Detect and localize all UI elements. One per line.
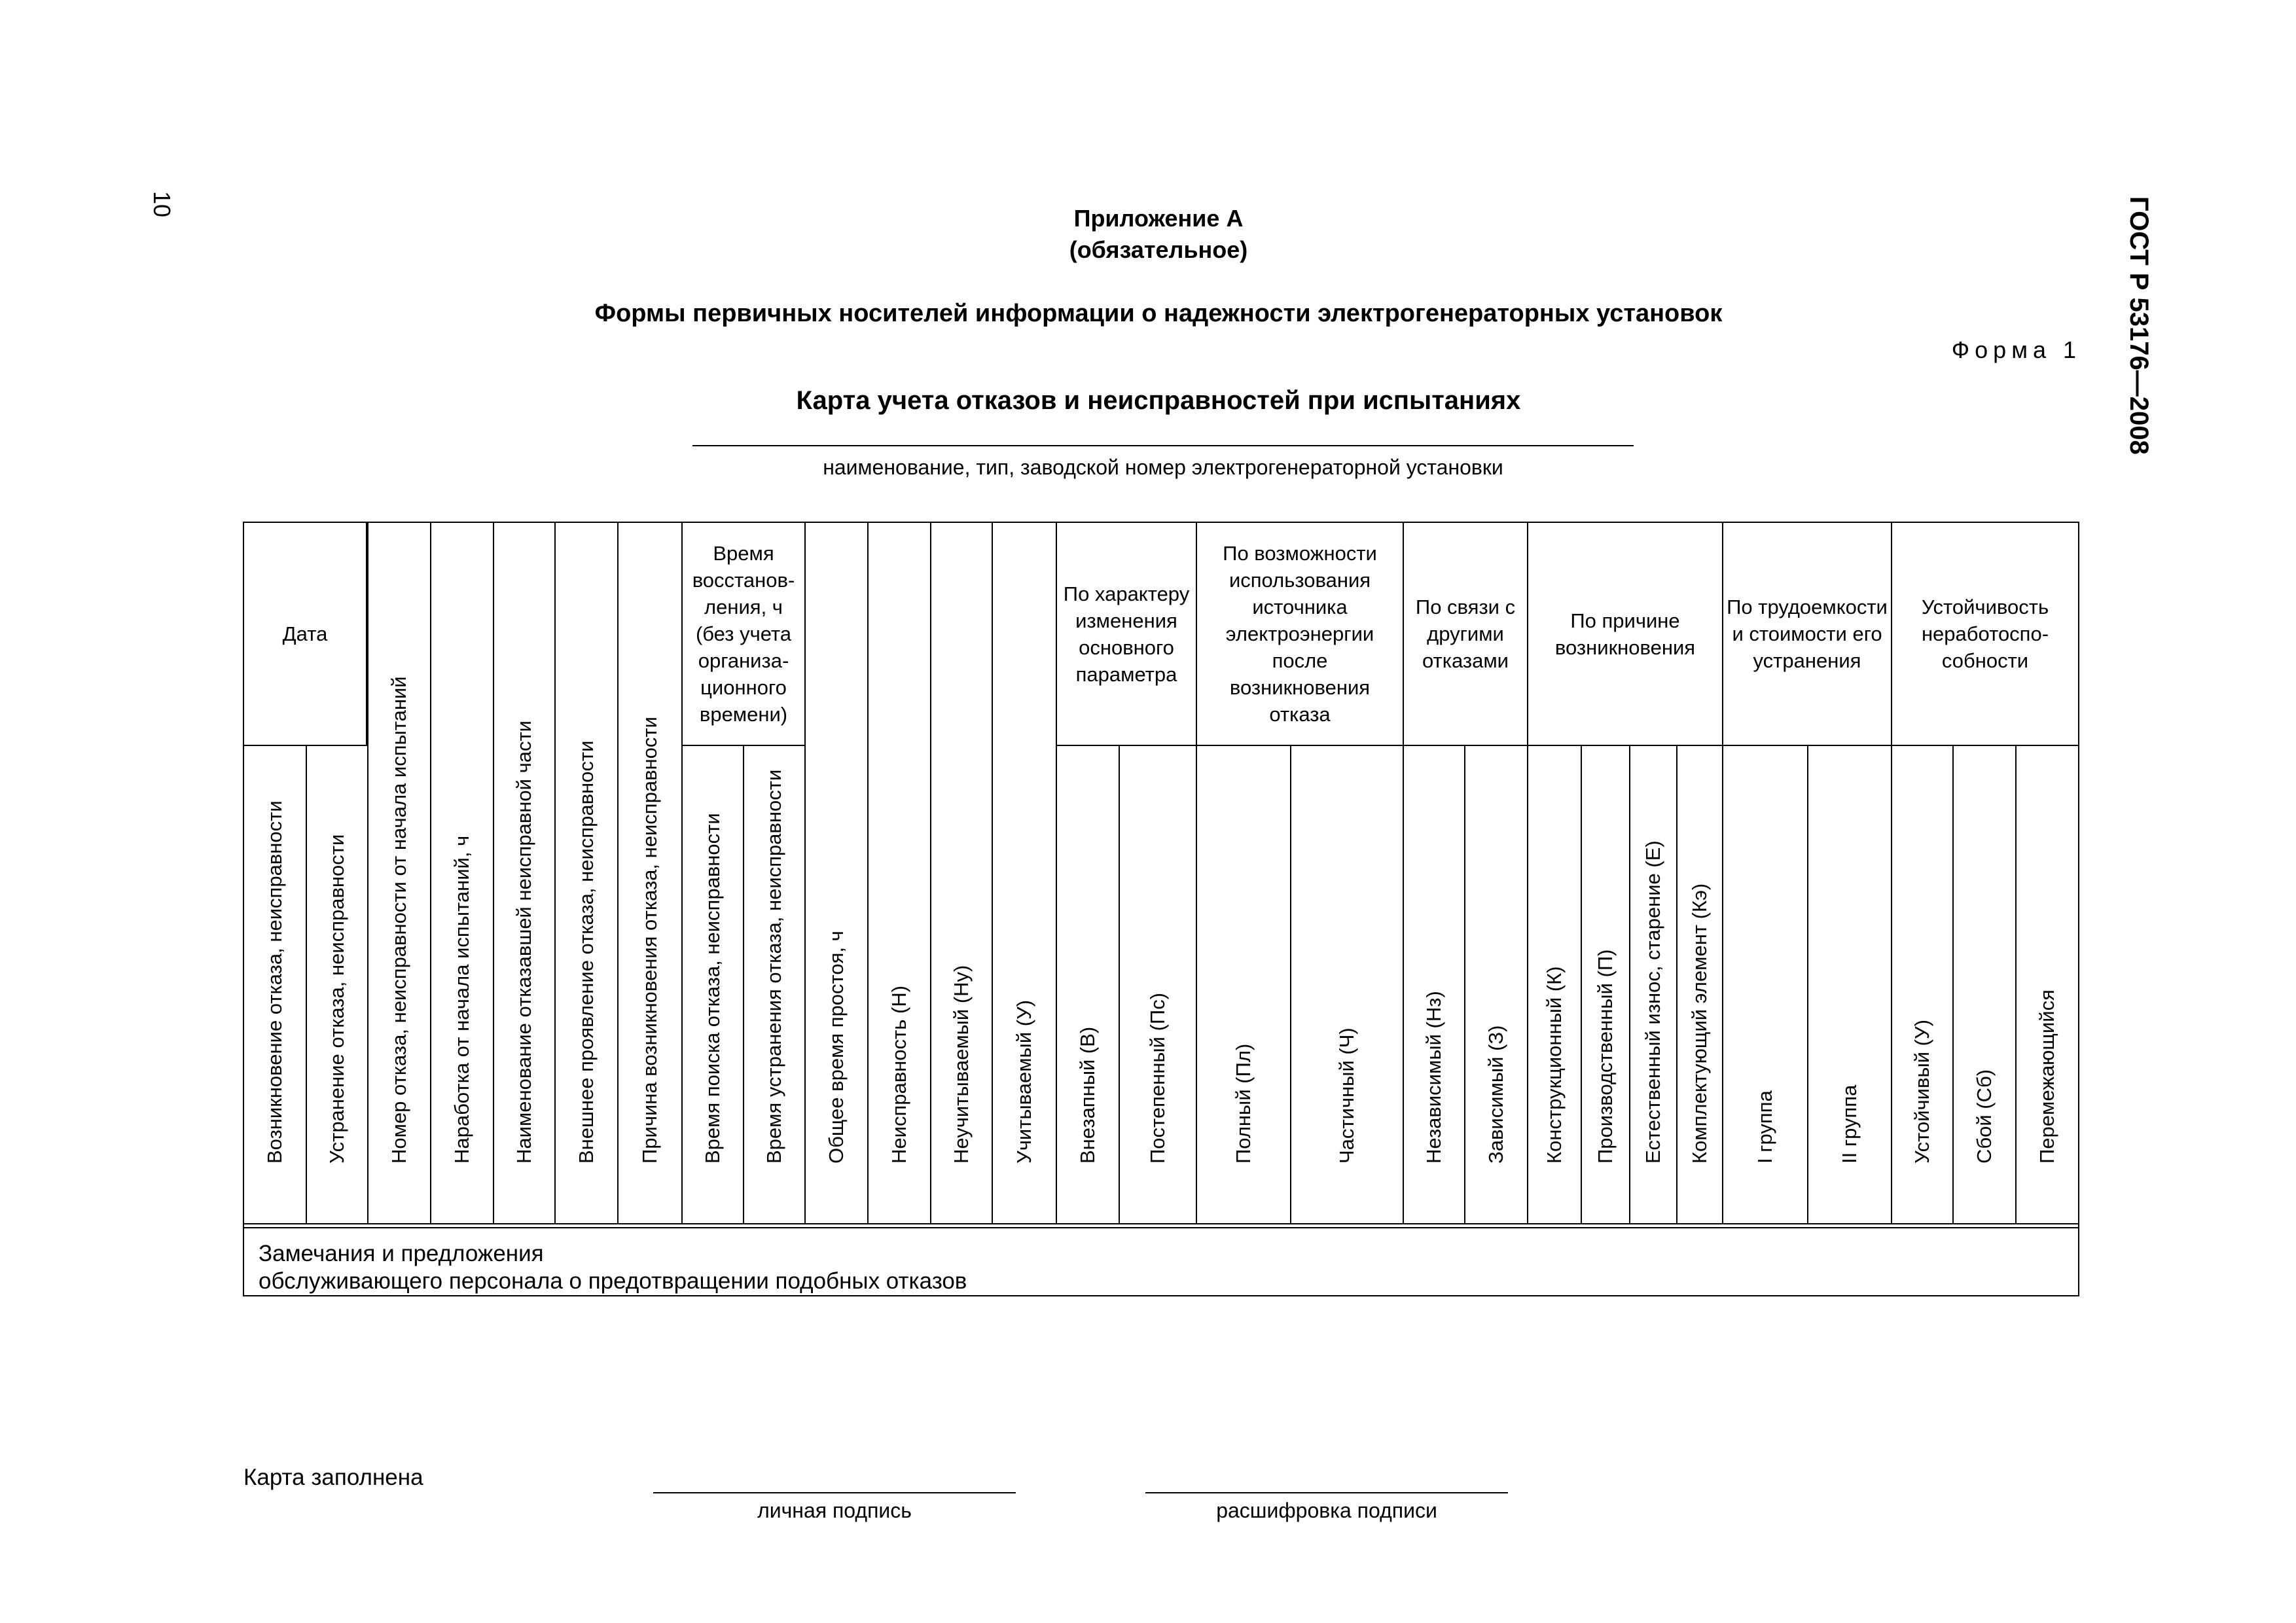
column-label: Наименование отказавшей неисправной части	[512, 721, 535, 1164]
column-complete	[1196, 745, 1291, 1224]
column-stable	[1891, 745, 1954, 1224]
signature-line	[653, 1492, 1016, 1493]
column-natural-wear	[1629, 745, 1677, 1224]
column-partial	[1290, 745, 1404, 1224]
column-label: Полный (Пл)	[1232, 1043, 1255, 1164]
decryption-line	[1145, 1492, 1508, 1493]
column-label: Общее время простоя, ч	[825, 931, 848, 1164]
appendix-heading	[916, 203, 1401, 266]
column-label: Возникновение отказа, неисправности	[263, 800, 286, 1164]
column-label: Внешнее проявление отказа, неисправности	[575, 740, 598, 1164]
failure-record-table	[243, 522, 2080, 1429]
group-header-date: Дата	[243, 522, 367, 746]
column-malfunction	[867, 522, 931, 1224]
group-header-cause: По причине возникновения	[1527, 522, 1723, 746]
column-not-counted	[930, 522, 993, 1224]
column-design	[1527, 745, 1582, 1224]
column-label: Сбой (Сб)	[1973, 1069, 1996, 1164]
name-entry-line	[692, 445, 1634, 446]
column-label: Устойчивый (У)	[1910, 1019, 1933, 1164]
column-label: II группа	[1838, 1084, 1861, 1164]
column-label: Частичный (Ч)	[1335, 1027, 1358, 1164]
column-label: Постепенный (Пс)	[1146, 992, 1169, 1164]
group-header-power-source-usability: По возможности использования источника электроэнергии после возникновения отказа	[1196, 522, 1404, 746]
column-group-two	[1807, 745, 1892, 1224]
appendix-title: Приложение А	[1073, 205, 1244, 232]
column-label: Производственный (П)	[1594, 949, 1617, 1164]
column-manufacturing	[1581, 745, 1630, 1224]
column-label: Внезапный (В)	[1076, 1026, 1099, 1164]
appendix-subtitle: (обязательное)	[1069, 236, 1248, 263]
column-total-downtime	[804, 522, 869, 1224]
column-failure-number	[367, 522, 431, 1224]
group-header-stability: Устойчивость неработоспо-собности	[1891, 522, 2079, 746]
card-title: Карта учета отказов и неисправностей при испытаниях	[796, 386, 1521, 415]
column-sudden	[1056, 745, 1120, 1224]
column-label: Перемежающийся	[2036, 990, 2058, 1164]
column-label: Наработка от начала испытаний, ч	[450, 835, 473, 1164]
column-intermittent	[2015, 745, 2079, 1224]
column-label: Комплектующий элемент (Кэ)	[1688, 883, 1711, 1164]
column-label: Конструкционный (К)	[1543, 966, 1566, 1164]
group-header-recovery-time: Время восстанов-ления, ч (без учета организа-ционного времени)	[681, 522, 806, 746]
column-dependent	[1464, 745, 1528, 1224]
column-label: Номер отказа, неисправности от начала испытаний	[387, 676, 410, 1164]
column-label: I группа	[1753, 1090, 1776, 1164]
page-number: 10	[149, 191, 175, 218]
column-label: Причина возникновения отказа, неисправности	[638, 717, 661, 1164]
column-gradual	[1119, 745, 1197, 1224]
column-operating-time	[430, 522, 494, 1224]
forms-title: Формы первичных носителей информации о надежности электрогенераторных установок	[594, 300, 1723, 327]
column-label: Время поиска отказа, неисправности	[701, 813, 724, 1164]
column-label: Учитываемый (У)	[1013, 999, 1035, 1164]
decryption-caption: расшифровка подписи	[1216, 1499, 1437, 1522]
column-component	[1676, 745, 1723, 1224]
column-label: Неучитываемый (Ну)	[950, 965, 973, 1164]
column-label: Время устранения отказа, неисправности	[762, 769, 785, 1164]
group-header-labor-cost: По трудоемкости и стоимости его устранения	[1722, 522, 1892, 746]
column-external-manifestation	[554, 522, 619, 1224]
column-failure-cause	[617, 522, 683, 1224]
column-independent	[1403, 745, 1465, 1224]
column-counted	[992, 522, 1057, 1224]
filled-label: Карта заполнена	[243, 1465, 423, 1490]
column-failed-part-name	[493, 522, 556, 1224]
column-label: Зависимый (З)	[1484, 1025, 1507, 1164]
column-label: Естественный износ, старение (Е)	[1641, 840, 1664, 1164]
column-failure-elimination	[306, 745, 368, 1224]
column-search-time	[681, 745, 744, 1224]
column-repair-time	[743, 745, 806, 1224]
column-glitch	[1952, 745, 2017, 1224]
form-label: Форма 1	[1951, 336, 2081, 363]
name-caption: наименование, тип, заводской номер электрогенераторной установки	[823, 455, 1503, 479]
remarks-line-1: Замечания и предложения	[259, 1241, 544, 1266]
column-label: Независимый (Нз)	[1422, 991, 1445, 1164]
group-header-parameter-change: По характеру изменения основного параметра	[1056, 522, 1197, 746]
column-label: Устранение отказа, неисправности	[325, 834, 348, 1164]
remarks-row	[243, 1227, 2079, 1296]
remarks-line-2: обслуживающего персонала о предотвращении подобных отказов	[259, 1268, 967, 1294]
column-label: Неисправность (Н)	[888, 985, 910, 1164]
standard-code: ГОСТ Р 53176—2008	[2125, 196, 2153, 455]
column-failure-occurrence	[243, 745, 307, 1224]
signature-caption: личная подпись	[757, 1499, 912, 1522]
column-group-one	[1722, 745, 1808, 1224]
group-header-relation: По связи с другими отказами	[1403, 522, 1528, 746]
